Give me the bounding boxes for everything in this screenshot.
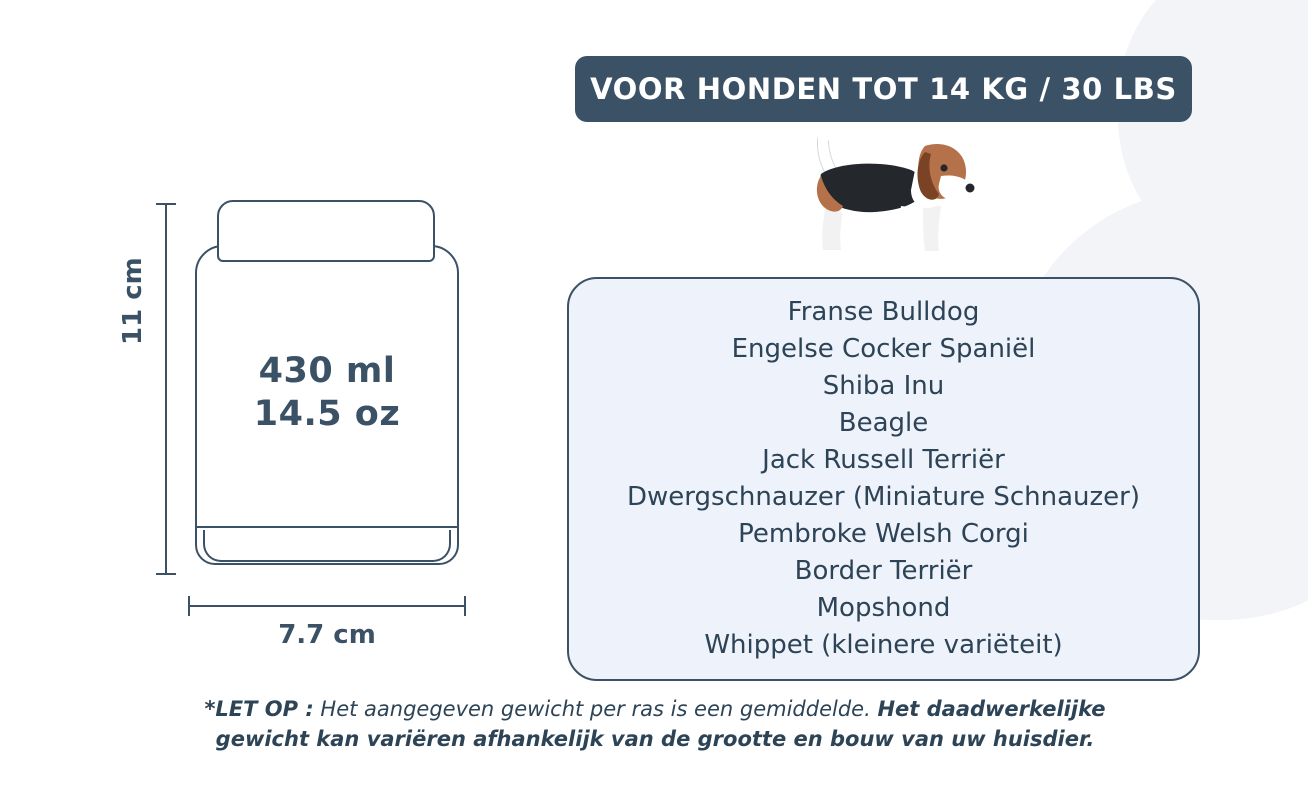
height-dimension-label: 11 cm xyxy=(118,257,148,345)
breed-list-card xyxy=(567,277,1200,681)
width-dimension-label: 7.7 cm xyxy=(278,620,376,650)
jar-volume-ml: 430 ml xyxy=(258,351,396,391)
breed-item: Engelse Cocker Spaniël xyxy=(731,334,1036,365)
title-banner xyxy=(575,56,1192,122)
footnote-text: Het aangegeven gewicht per ras is een gemiddelde. xyxy=(313,697,878,721)
footnote-lead: *LET OP : xyxy=(204,697,314,721)
title-banner-text: VOOR HONDEN TOT 14 KG / 30 LBS xyxy=(590,72,1177,106)
jar-volume-text xyxy=(195,350,459,435)
breed-item: Border Terriër xyxy=(794,555,973,586)
breed-item: Mopshond xyxy=(816,592,951,623)
beagle-dog-icon xyxy=(775,118,985,273)
jar-illustration xyxy=(195,200,463,580)
footnote xyxy=(180,694,1130,755)
breed-item: Beagle xyxy=(838,408,929,439)
breed-item: Dwergschnauzer (Miniature Schnauzer) xyxy=(627,482,1140,512)
breed-item: Shiba Inu xyxy=(822,371,945,402)
width-dimension-line xyxy=(188,605,466,607)
jar-base xyxy=(203,530,451,562)
breed-item: Jack Russell Terriër xyxy=(762,445,1005,476)
breed-item: Franse Bulldog xyxy=(787,297,980,328)
jar-diagram xyxy=(120,185,540,665)
jar-volume-oz: 14.5 oz xyxy=(253,393,401,434)
footnote-emphasis: Het daadwerkelijke gewicht kan variëren afhankelijk van de grootte en bouw van uw huisdier. xyxy=(215,697,1106,752)
breed-item: Pembroke Welsh Corgi xyxy=(738,518,1029,549)
breed-item: Whippet (kleinere variëteit) xyxy=(704,629,1063,660)
height-dimension-line xyxy=(165,203,167,575)
jar-seam-line xyxy=(197,526,457,528)
jar-lid xyxy=(217,200,435,262)
